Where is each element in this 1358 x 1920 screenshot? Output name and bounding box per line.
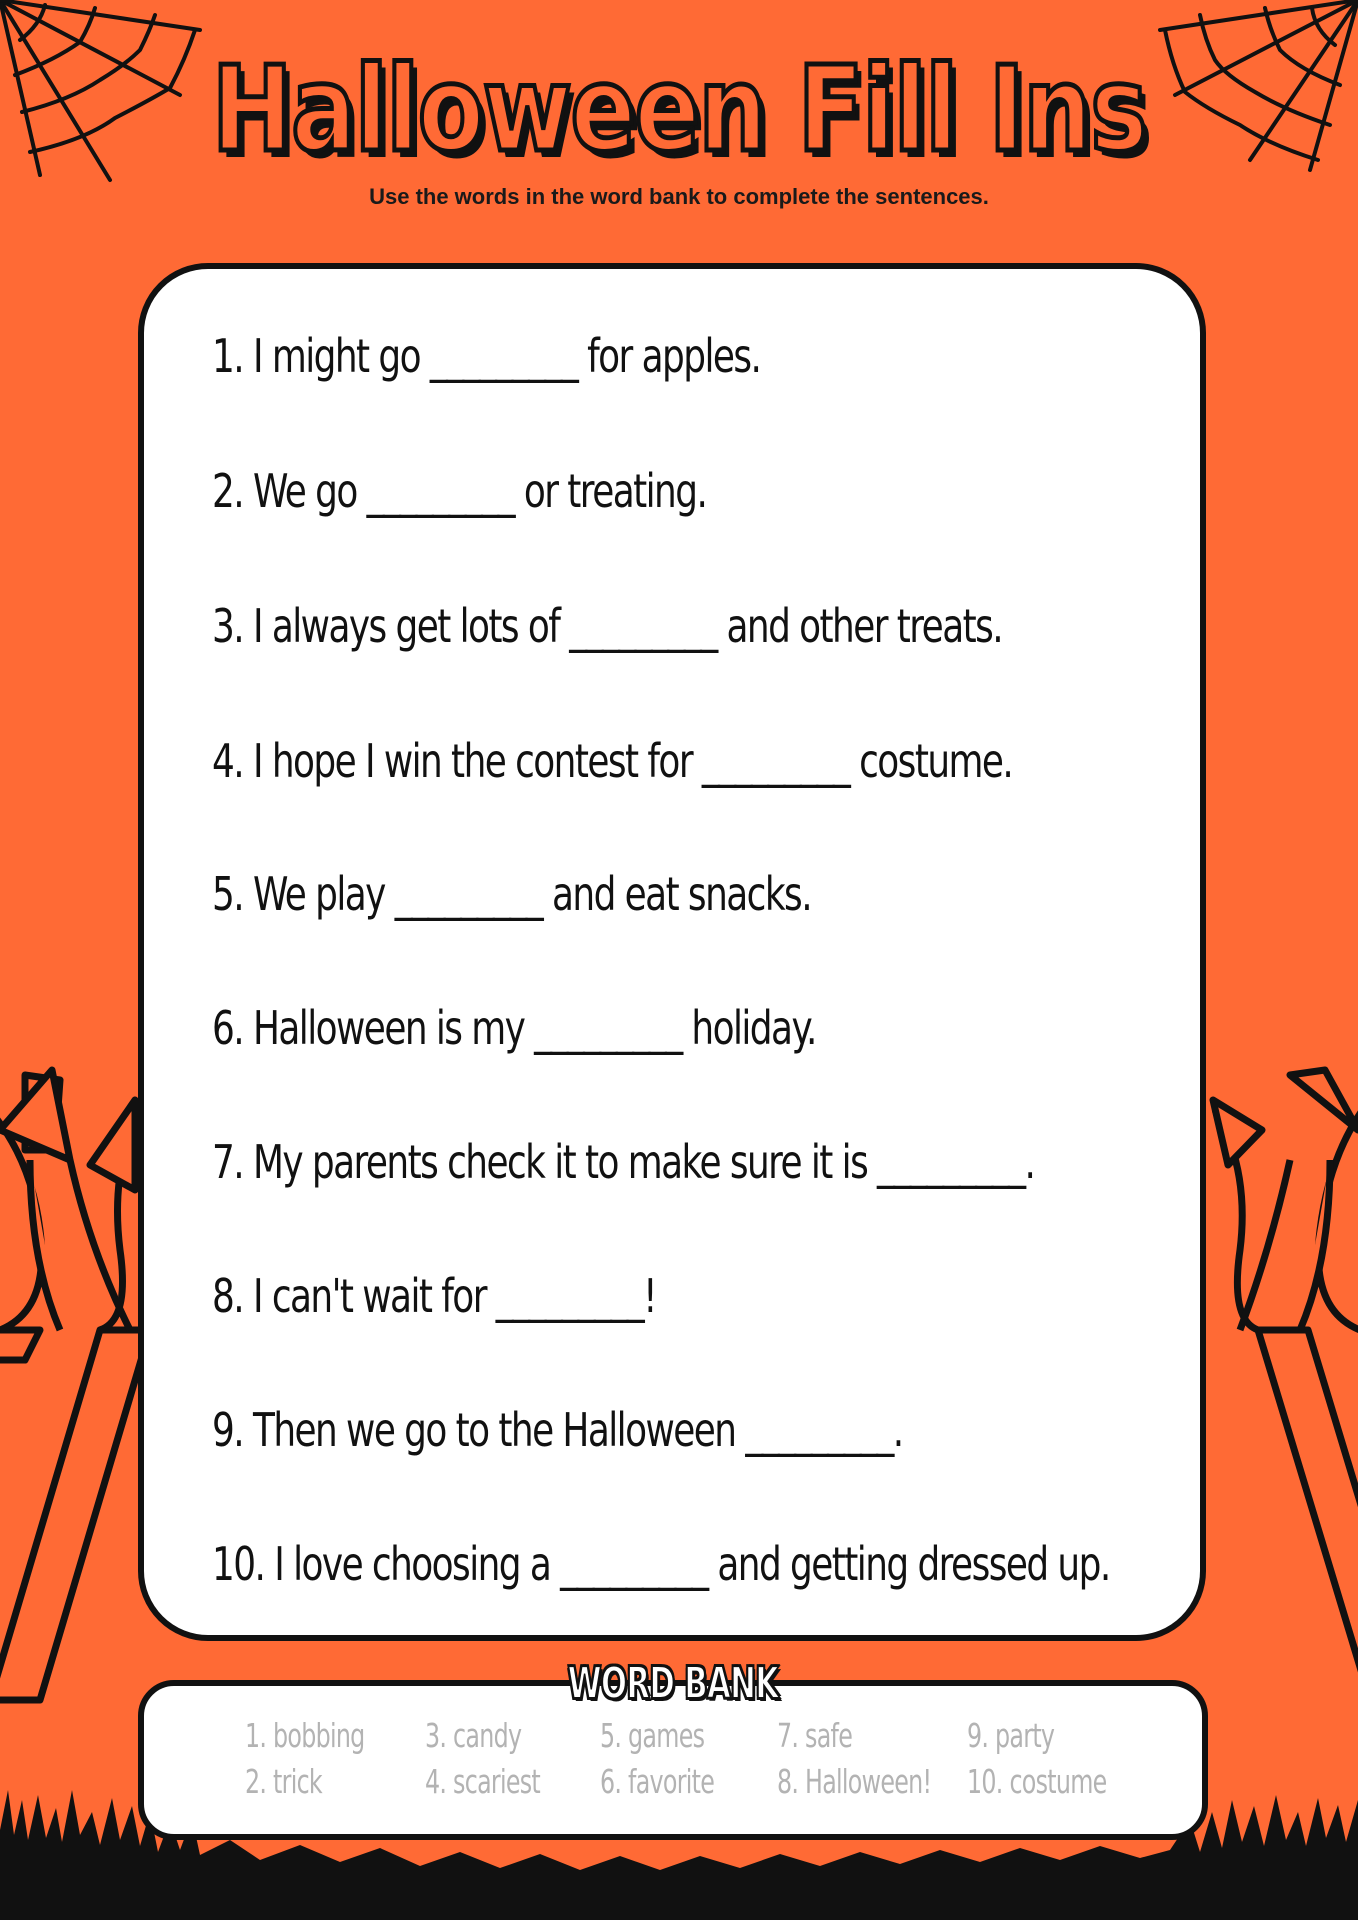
question-5: 5. We play _________ and eat snacks. bbox=[212, 867, 812, 921]
page-subtitle: Use the words in the word bank to complete the sentences. bbox=[369, 184, 989, 209]
question-3: 3. I always get lots of _________ and other treats. bbox=[212, 599, 1003, 653]
word-bank-item: 9. party bbox=[967, 1716, 1055, 1755]
question-8: 8. I can't wait for _________! bbox=[212, 1269, 656, 1323]
word-bank-title: WORD BANK bbox=[567, 1658, 779, 1709]
question-10: 10. I love choosing a _________ and getting dressed up. bbox=[212, 1537, 1110, 1591]
question-2: 2. We go _________ or treating. bbox=[212, 464, 707, 518]
question-1: 1. I might go _________ for apples. bbox=[212, 329, 761, 383]
word-bank-item: 10. costume bbox=[967, 1762, 1107, 1801]
word-bank-item: 7. safe bbox=[777, 1716, 853, 1755]
question-6: 6. Halloween is my _________ holiday. bbox=[212, 1001, 816, 1055]
word-bank-item: 4. scariest bbox=[425, 1762, 540, 1801]
pitchfork-icon bbox=[1213, 1070, 1358, 1700]
word-bank-item: 8. Halloween! bbox=[777, 1762, 932, 1801]
pitchfork-icon bbox=[0, 1070, 150, 1700]
word-bank-item: 2. trick bbox=[245, 1762, 322, 1801]
question-9: 9. Then we go to the Halloween _________. bbox=[212, 1403, 903, 1457]
question-4: 4. I hope I win the contest for _________ costume. bbox=[212, 734, 1013, 788]
page-title: Halloween Fill Ins bbox=[211, 40, 1147, 178]
questions-card bbox=[138, 263, 1206, 1641]
word-bank-item: 3. candy bbox=[425, 1716, 522, 1755]
word-bank-item: 6. favorite bbox=[600, 1762, 715, 1801]
word-bank-item: 1. bobbing bbox=[245, 1716, 365, 1755]
question-7: 7. My parents check it to make sure it is _________. bbox=[212, 1135, 1035, 1189]
word-bank-item: 5. games bbox=[600, 1716, 705, 1755]
